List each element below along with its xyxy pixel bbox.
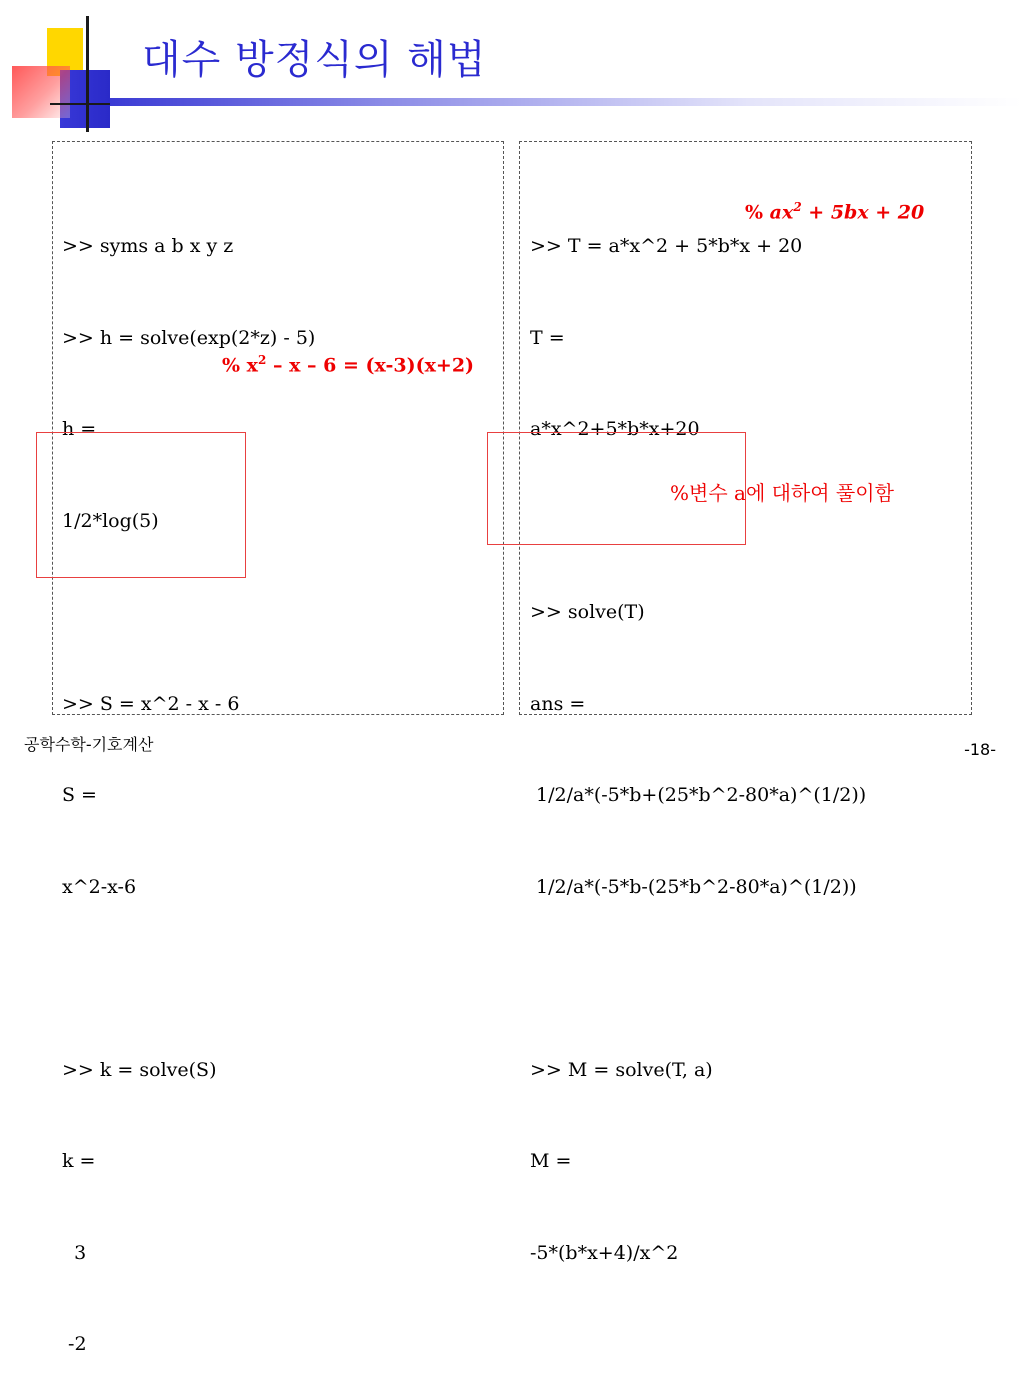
comment-superscript: 2 — [258, 353, 267, 367]
comment-text: 변수 — [689, 481, 728, 505]
comment-text: + 5bx + 20 — [801, 201, 925, 224]
code-line: >> M = solve(T, a) — [530, 1058, 713, 1081]
comment-text: ax — [769, 201, 794, 224]
code-line: M = — [530, 1150, 572, 1172]
code-line: -5*(b*x+4)/x^2 — [530, 1241, 679, 1264]
comment-text: a — [727, 481, 746, 505]
slide-title: 대수 방정식의 해법 — [142, 37, 487, 83]
code-line: a*x^2+5*b*x+20 — [530, 418, 700, 440]
comment-text: % — [670, 481, 690, 505]
page-number: -18- — [964, 740, 996, 759]
code-line: 3 — [62, 1241, 87, 1264]
code-line — [530, 963, 866, 994]
code-line: h = — [62, 418, 97, 440]
code-line: ans = — [530, 692, 586, 715]
code-line: >> S = x^2 - x - 6 — [62, 692, 240, 715]
factorization-comment — [222, 353, 474, 376]
footer-course-label: 공학수학-기호계산 — [24, 735, 154, 754]
comment-text: – x – 6 = (x-3)(x+2) — [266, 354, 475, 377]
title-underline — [110, 98, 1022, 106]
code-line: >> solve(T) — [530, 601, 645, 623]
code-line: >> T = a*x^2 + 5*b*x + 20 — [530, 235, 803, 257]
code-line: T = — [530, 326, 565, 349]
polynomial-comment — [745, 200, 924, 223]
code-line: k = — [62, 1150, 96, 1172]
code-line: x^2-x-6 — [62, 875, 137, 898]
highlight-box-k — [36, 432, 246, 578]
comment-text: 에 대하여 풀이함 — [745, 481, 894, 505]
comment-text: % x — [222, 354, 258, 377]
title-decoration-vertical-line — [86, 16, 89, 132]
right-code-block — [530, 170, 866, 1299]
code-line: 1/2/a*(-5*b+(25*b^2-80*a)^(1/2)) — [530, 784, 867, 806]
code-line: -2 — [62, 1333, 87, 1355]
comment-superscript: 2 — [793, 200, 802, 214]
code-line — [62, 963, 315, 994]
code-line: 1/2/a*(-5*b-(25*b^2-80*a)^(1/2)) — [530, 875, 857, 898]
comment-text: % — [745, 201, 770, 224]
code-line: >> h = solve(exp(2*z) - 5) — [62, 326, 316, 349]
code-line: >> k = solve(S) — [62, 1058, 217, 1081]
code-line — [62, 597, 315, 628]
code-line: S = — [62, 784, 97, 806]
code-line: 1/2*log(5) — [62, 509, 159, 532]
code-line: >> syms a b x y z — [62, 235, 234, 257]
highlight-box-m — [487, 432, 746, 545]
title-decoration-red — [12, 66, 70, 118]
